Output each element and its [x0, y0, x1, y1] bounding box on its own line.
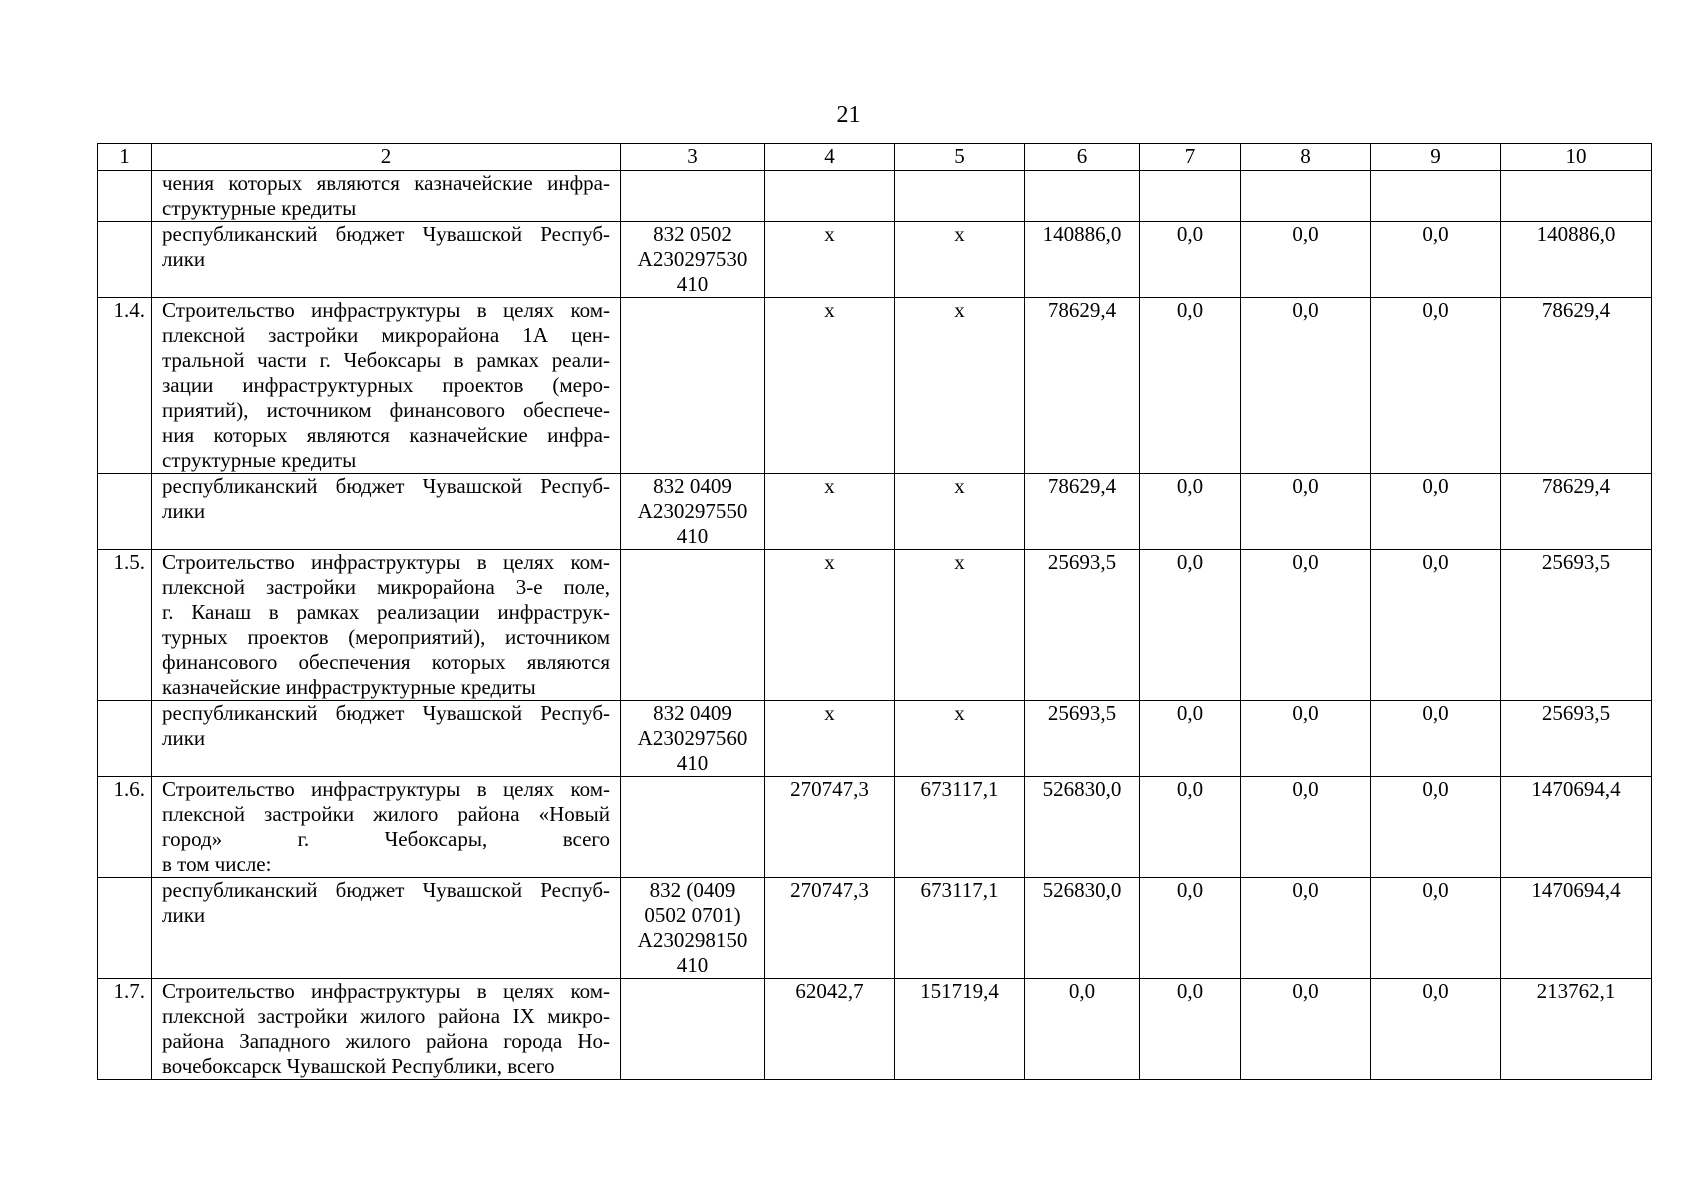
- budget-code: [621, 878, 765, 979]
- row-number: [98, 222, 152, 298]
- budget-code: [621, 550, 765, 701]
- value-cell: 0,0: [1241, 298, 1371, 474]
- budget-code-line: А230297560: [637, 726, 748, 750]
- value-cell: х: [895, 701, 1025, 777]
- table-row: [98, 701, 1652, 777]
- value-cell: 0,0: [1241, 474, 1371, 550]
- header-cell: 5: [895, 144, 1025, 171]
- value-cell: [1501, 171, 1652, 222]
- value-cell: 140886,0: [1025, 222, 1140, 298]
- description-line: плексной застройки жилого района IX микро-: [162, 1004, 610, 1028]
- budget-code-line: А230298150: [637, 928, 748, 952]
- value-cell: 0,0: [1241, 878, 1371, 979]
- budget-code: [621, 474, 765, 550]
- row-description: [152, 298, 621, 474]
- description-line: плексной застройки жилого района «Новый: [162, 802, 610, 826]
- value-cell: 25693,5: [1501, 701, 1652, 777]
- value-cell: 673117,1: [895, 878, 1025, 979]
- header-cell: 2: [152, 144, 621, 171]
- value-cell: 0,0: [1140, 222, 1241, 298]
- header-cell: 6: [1025, 144, 1140, 171]
- description-line: республиканский бюджет Чувашской Респуб-: [162, 878, 610, 902]
- value-cell: 62042,7: [765, 979, 895, 1080]
- description-line: Строительство инфраструктуры в целях ком-: [162, 777, 610, 801]
- value-cell: 151719,4: [895, 979, 1025, 1080]
- budget-code: [621, 222, 765, 298]
- value-cell: 78629,4: [1501, 474, 1652, 550]
- value-cell: х: [765, 222, 895, 298]
- description-line: финансового обеспечения которых являются: [162, 650, 610, 674]
- value-cell: х: [895, 298, 1025, 474]
- description-line: ния которых являются казначейские инфра-: [162, 423, 610, 447]
- budget-code: [621, 298, 765, 474]
- value-cell: 0,0: [1371, 878, 1501, 979]
- value-cell: х: [765, 298, 895, 474]
- value-cell: 25693,5: [1025, 701, 1140, 777]
- budget-code-line: 832 (0409: [649, 878, 736, 902]
- description-line: зации инфраструктурных проектов (меро-: [162, 373, 610, 397]
- header-cell: 1: [98, 144, 152, 171]
- header-cell: 8: [1241, 144, 1371, 171]
- budget-code-line: 0502 0701): [644, 903, 741, 927]
- value-cell: [1025, 171, 1140, 222]
- description-line: Строительство инфраструктуры в целях ком-: [162, 979, 610, 1003]
- table-body: [98, 144, 1652, 1080]
- description-line: лики: [162, 499, 206, 523]
- table-row: [98, 298, 1652, 474]
- value-cell: 526830,0: [1025, 777, 1140, 878]
- row-number: 1.7.: [98, 979, 152, 1080]
- budget-code-line: А230297530: [637, 247, 748, 271]
- budget-code: [621, 979, 765, 1080]
- value-cell: х: [765, 550, 895, 701]
- header-cell: 9: [1371, 144, 1501, 171]
- value-cell: 0,0: [1371, 222, 1501, 298]
- budget-code-line: 410: [676, 953, 709, 977]
- header-cell: 4: [765, 144, 895, 171]
- description-line: город» г. Чебоксары, всего: [162, 827, 610, 851]
- value-cell: 0,0: [1025, 979, 1140, 1080]
- row-description: [152, 550, 621, 701]
- description-line: в том числе:: [162, 852, 272, 876]
- value-cell: 0,0: [1241, 222, 1371, 298]
- table-row: [98, 474, 1652, 550]
- value-cell: х: [895, 222, 1025, 298]
- row-number: 1.5.: [98, 550, 152, 701]
- budget-code-line: 832 0409: [653, 701, 732, 725]
- row-description: [152, 474, 621, 550]
- value-cell: 0,0: [1241, 979, 1371, 1080]
- budget-code: [621, 777, 765, 878]
- value-cell: 25693,5: [1025, 550, 1140, 701]
- budget-code-line: 410: [676, 751, 709, 775]
- table-row: [98, 979, 1652, 1080]
- budget-code-line: 410: [676, 272, 709, 296]
- row-number: 1.4.: [98, 298, 152, 474]
- description-line: Строительство инфраструктуры в целях ком-: [162, 298, 610, 322]
- value-cell: [1371, 171, 1501, 222]
- budget-code: [621, 701, 765, 777]
- description-line: республиканский бюджет Чувашской Респуб-: [162, 474, 610, 498]
- description-line: вочебоксарск Чувашской Республики, всего: [162, 1054, 555, 1078]
- value-cell: [1140, 171, 1241, 222]
- value-cell: 0,0: [1241, 701, 1371, 777]
- description-line: республиканский бюджет Чувашской Респуб-: [162, 222, 610, 246]
- description-line: структурные кредиты: [162, 196, 357, 220]
- description-line: плексной застройки микрорайона 1А цен-: [162, 323, 610, 347]
- value-cell: х: [895, 474, 1025, 550]
- description-line: турных проектов (мероприятий), источником: [162, 625, 610, 649]
- description-line: лики: [162, 903, 206, 927]
- value-cell: 0,0: [1140, 701, 1241, 777]
- value-cell: [1241, 171, 1371, 222]
- header-cell: 3: [621, 144, 765, 171]
- row-number: [98, 171, 152, 222]
- row-description: [152, 701, 621, 777]
- table-row: [98, 878, 1652, 979]
- value-cell: 1470694,4: [1501, 777, 1652, 878]
- value-cell: 25693,5: [1501, 550, 1652, 701]
- value-cell: 0,0: [1371, 474, 1501, 550]
- description-line: структурные кредиты: [162, 448, 357, 472]
- value-cell: 213762,1: [1501, 979, 1652, 1080]
- table-row: [98, 222, 1652, 298]
- value-cell: 270747,3: [765, 878, 895, 979]
- value-cell: 0,0: [1371, 701, 1501, 777]
- value-cell: 0,0: [1140, 298, 1241, 474]
- row-description: [152, 777, 621, 878]
- budget-code-line: А230297550: [637, 499, 748, 523]
- description-line: республиканский бюджет Чувашской Респуб-: [162, 701, 610, 725]
- description-line: района Западного жилого района города Но-: [162, 1029, 610, 1053]
- description-line: плексной застройки микрорайона 3-е поле,: [162, 575, 610, 599]
- budget-code-line: 832 0409: [653, 474, 732, 498]
- table-row: [98, 777, 1652, 878]
- header-cell: 10: [1501, 144, 1652, 171]
- value-cell: 0,0: [1371, 298, 1501, 474]
- value-cell: 0,0: [1241, 777, 1371, 878]
- value-cell: х: [895, 550, 1025, 701]
- value-cell: 526830,0: [1025, 878, 1140, 979]
- value-cell: 78629,4: [1025, 298, 1140, 474]
- value-cell: 0,0: [1140, 878, 1241, 979]
- value-cell: 78629,4: [1501, 298, 1652, 474]
- value-cell: 0,0: [1140, 777, 1241, 878]
- value-cell: 0,0: [1371, 550, 1501, 701]
- header-row: [98, 144, 1652, 171]
- value-cell: [765, 171, 895, 222]
- row-number: [98, 701, 152, 777]
- row-number: 1.6.: [98, 777, 152, 878]
- row-number: [98, 878, 152, 979]
- value-cell: х: [765, 474, 895, 550]
- header-cell: 7: [1140, 144, 1241, 171]
- value-cell: 1470694,4: [1501, 878, 1652, 979]
- description-line: приятий), источником финансового обеспече-: [162, 398, 610, 422]
- value-cell: 0,0: [1140, 550, 1241, 701]
- description-line: г. Канаш в рамках реализации инфраструк-: [162, 600, 610, 624]
- table-row: [98, 171, 1652, 222]
- budget-code-line: 832 0502: [653, 222, 732, 246]
- value-cell: 140886,0: [1501, 222, 1652, 298]
- row-description: [152, 878, 621, 979]
- value-cell: 0,0: [1140, 474, 1241, 550]
- row-number: [98, 474, 152, 550]
- value-cell: 78629,4: [1025, 474, 1140, 550]
- budget-code: [621, 171, 765, 222]
- row-description: [152, 171, 621, 222]
- row-description: [152, 979, 621, 1080]
- description-line: Строительство инфраструктуры в целях ком-: [162, 550, 610, 574]
- description-line: казначейские инфраструктурные кредиты: [162, 675, 536, 699]
- value-cell: 0,0: [1371, 777, 1501, 878]
- budget-code-line: 410: [676, 524, 709, 548]
- description-line: лики: [162, 726, 206, 750]
- row-description: [152, 222, 621, 298]
- description-line: тральной части г. Чебоксары в рамках реали-: [162, 348, 610, 372]
- value-cell: 0,0: [1140, 979, 1241, 1080]
- value-cell: 673117,1: [895, 777, 1025, 878]
- budget-table: [97, 143, 1652, 1080]
- table-row: [98, 550, 1652, 701]
- value-cell: 0,0: [1241, 550, 1371, 701]
- value-cell: 270747,3: [765, 777, 895, 878]
- description-line: лики: [162, 247, 206, 271]
- value-cell: [895, 171, 1025, 222]
- page-number: 21: [836, 102, 861, 128]
- value-cell: 0,0: [1371, 979, 1501, 1080]
- value-cell: х: [765, 701, 895, 777]
- description-line: чения которых являются казначейские инфра-: [162, 171, 610, 195]
